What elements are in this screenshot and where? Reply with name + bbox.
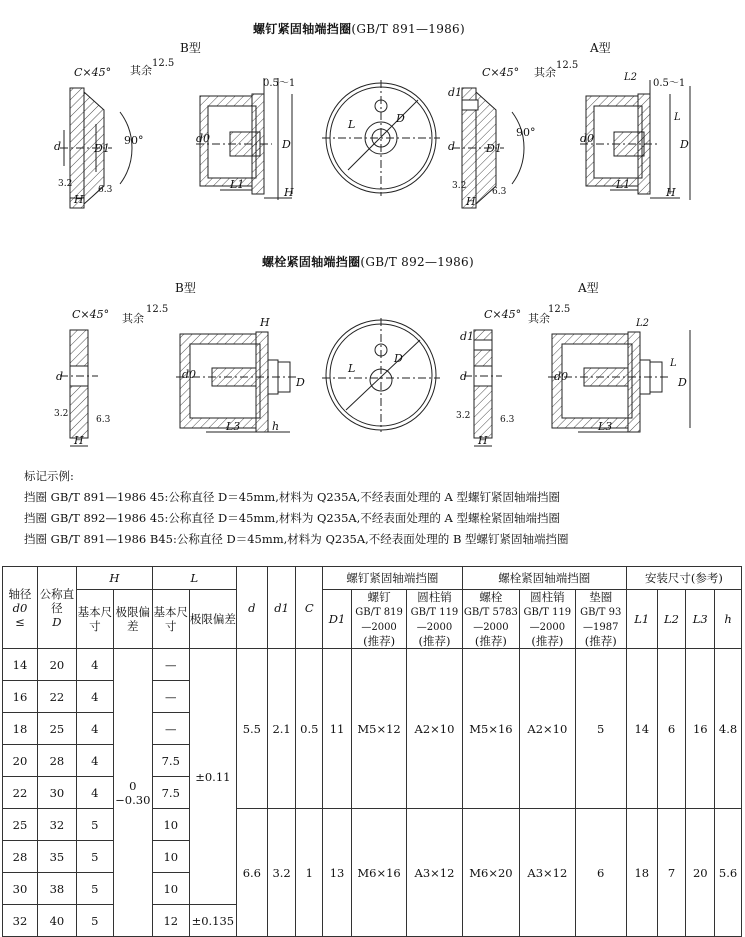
th-H-basic: 基本尺寸 bbox=[76, 590, 113, 649]
examples-heading: 标记示例: bbox=[24, 469, 74, 483]
fig1-a-L2: L2 bbox=[624, 72, 638, 83]
example-line-3: 挡圈 GB/T 891—1986 B45:公称直径 D＝45mm,材料为 Q235A,不经表面处理的 B 型螺钉紧固轴端挡圈 bbox=[24, 532, 569, 546]
cell-washer-b: 6 bbox=[575, 809, 626, 937]
cell-H: 5 bbox=[76, 905, 113, 937]
cell-d-b: 6.6 bbox=[236, 809, 267, 937]
fig2-right-rough-value: 12.5 bbox=[548, 304, 571, 315]
th-L1: L1 bbox=[626, 590, 657, 649]
th-shaft: 轴径 d0 ≤ bbox=[3, 567, 38, 649]
th-pin2: 圆柱销 GB/T 119 —2000 (推荐) bbox=[520, 590, 575, 649]
fig1-a-L: L bbox=[674, 112, 681, 123]
th-pin: 圆柱销 GB/T 119 —2000 (推荐) bbox=[407, 590, 462, 649]
cell-D: 30 bbox=[37, 777, 76, 809]
th-L3: L3 bbox=[686, 590, 715, 649]
example-line-1: 挡圈 GB/T 891—1986 45:公称直径 D＝45mm,材料为 Q235A,不经表面处理的 A 型螺钉紧固轴端挡圈 bbox=[24, 490, 560, 504]
fig1-b-d0: d0 bbox=[196, 132, 211, 145]
fig1-left-H: H bbox=[74, 193, 84, 206]
fig1-left-type: B型 bbox=[180, 41, 201, 55]
figure1-title-cn: 螺钉紧固轴端挡圈 bbox=[253, 22, 352, 36]
th-L: L bbox=[152, 567, 236, 590]
cell-D: 28 bbox=[37, 745, 76, 777]
fig1-a-D: D bbox=[680, 138, 689, 151]
th-screw-group: 螺钉紧固轴端挡圈 bbox=[323, 567, 463, 590]
fig2-left-type: B型 bbox=[175, 281, 196, 295]
cell-L: 10 bbox=[152, 841, 189, 873]
fig1-right-r2: 6.3 bbox=[492, 187, 507, 197]
fig2-left-chamfer: C×45° bbox=[72, 308, 110, 321]
fig2-right-d: d bbox=[460, 370, 468, 383]
th-bolt: 螺栓 GB/T 5783 —2000 (推荐) bbox=[463, 590, 518, 648]
cell-L: 10 bbox=[152, 809, 189, 841]
th-H: H bbox=[76, 567, 152, 590]
fig2-front-L: L bbox=[348, 362, 356, 375]
cell-L1-a: 14 bbox=[626, 649, 657, 809]
cell-L2-a: 6 bbox=[657, 649, 686, 809]
cell-screw-a: M5×12 bbox=[351, 649, 406, 809]
fig2-b-section bbox=[60, 330, 98, 446]
spec-table bbox=[2, 566, 742, 937]
fig2-b-assembly bbox=[176, 332, 296, 432]
fig2-b-L3: L3 bbox=[226, 420, 241, 433]
cell-h-b: 5.6 bbox=[715, 809, 742, 937]
cell-L2-b: 7 bbox=[657, 809, 686, 937]
fig2-a-assembly bbox=[548, 330, 690, 432]
fig1-b-gap: 0.5～1 bbox=[263, 78, 296, 89]
th-d: d bbox=[236, 567, 267, 649]
fig1-left-d: d bbox=[54, 140, 62, 153]
cell-L: — bbox=[152, 713, 189, 745]
fig2-b-D: D bbox=[296, 376, 305, 389]
fig1-left-rough-value: 12.5 bbox=[152, 58, 175, 69]
th-H-limit: 极限偏差 bbox=[113, 590, 152, 649]
cell-d0: 25 bbox=[3, 809, 38, 841]
fig2-b-h: h bbox=[272, 420, 280, 433]
fig1-left-rough-text: 其余 bbox=[130, 64, 152, 77]
cell-pin2-a: A2×10 bbox=[520, 649, 575, 809]
fig1-right-rough-value: 12.5 bbox=[556, 60, 579, 71]
cell-screw-b: M6×16 bbox=[351, 809, 406, 937]
th-install-group: 安装尺寸(参考) bbox=[626, 567, 741, 590]
fig2-front-D: D bbox=[394, 352, 403, 365]
cell-H: 4 bbox=[76, 713, 113, 745]
th-L-basic: 基本尺寸 bbox=[152, 590, 189, 649]
fig2-left-r2: 6.3 bbox=[96, 415, 111, 425]
fig1-left-r1: 3.2 bbox=[58, 179, 73, 189]
cell-bolt-a: M5×16 bbox=[462, 649, 519, 809]
cell-D: 35 bbox=[37, 841, 76, 873]
figure1-title-std: (GB/T 891—1986) bbox=[351, 22, 465, 36]
cell-C-a: 0.5 bbox=[296, 649, 323, 809]
fig2-left-d: d bbox=[56, 370, 64, 383]
th-bolt-group: 螺栓紧固轴端挡圈 bbox=[462, 567, 626, 590]
fig1-a-L1: L1 bbox=[616, 178, 631, 191]
cell-d-a: 5.5 bbox=[236, 649, 267, 809]
cell-d0: 14 bbox=[3, 649, 38, 681]
fig1-right-H: H bbox=[466, 195, 476, 208]
cell-L: 10 bbox=[152, 873, 189, 905]
th-d1: d1 bbox=[267, 567, 296, 649]
cell-D: 22 bbox=[37, 681, 76, 713]
cell-D1-a: 11 bbox=[323, 649, 352, 809]
fig1-b-D: D bbox=[282, 138, 291, 151]
fig1-left-angle: 90° bbox=[124, 134, 144, 147]
cell-d0: 32 bbox=[3, 905, 38, 937]
cell-d0: 20 bbox=[3, 745, 38, 777]
cell-d1-a: 2.1 bbox=[267, 649, 296, 809]
fig2-right-H: H bbox=[478, 434, 488, 447]
fig1-a-assembly bbox=[580, 80, 690, 200]
th-D1: D1 bbox=[323, 590, 352, 649]
fig2-right-chamfer: C×45° bbox=[484, 308, 522, 321]
cell-d0: 16 bbox=[3, 681, 38, 713]
fig1-a-gap: 0.5～1 bbox=[653, 78, 686, 89]
cell-pin-a: A2×10 bbox=[407, 649, 462, 809]
fig2-right-rough-text: 其余 bbox=[528, 312, 550, 325]
fig1-front-view bbox=[322, 80, 440, 196]
cell-d0: 22 bbox=[3, 777, 38, 809]
cell-H: 4 bbox=[76, 649, 113, 681]
cell-L-tol2: ±0.135 bbox=[189, 905, 236, 937]
fig1-b-H: H bbox=[284, 186, 294, 199]
th-screw: 螺钉 GB/T 819 —2000 (推荐) bbox=[351, 590, 406, 649]
cell-H: 5 bbox=[76, 841, 113, 873]
th-C: C bbox=[296, 567, 323, 649]
cell-pin2-b: A3×12 bbox=[520, 809, 575, 937]
cell-H: 4 bbox=[76, 681, 113, 713]
th-L-limit: 极限偏差 bbox=[189, 590, 236, 649]
cell-D1-b: 13 bbox=[323, 809, 352, 937]
fig1-b-L1: L1 bbox=[230, 178, 245, 191]
fig2-right-r2: 6.3 bbox=[500, 415, 515, 425]
fig1-right-type: A型 bbox=[590, 41, 611, 55]
fig2-left-r1: 3.2 bbox=[54, 409, 69, 419]
fig1-right-angle: 90° bbox=[516, 126, 536, 139]
fig1-left-chamfer: C×45° bbox=[74, 66, 112, 79]
cell-D: 25 bbox=[37, 713, 76, 745]
fig1-left-D1: D1 bbox=[94, 142, 110, 155]
fig1-front-L: L bbox=[348, 118, 356, 131]
fig1-left-r2: 6.3 bbox=[98, 185, 113, 195]
fig2-left-H: H bbox=[74, 434, 84, 447]
fig1-right-D1: D1 bbox=[486, 142, 502, 155]
fig1-right-r1: 3.2 bbox=[452, 181, 467, 191]
cell-L: — bbox=[152, 681, 189, 713]
fig1-right-rough-text: 其余 bbox=[534, 66, 556, 79]
marking-examples bbox=[24, 466, 569, 550]
figure2-title-cn: 螺栓紧固轴端挡圈 bbox=[262, 255, 361, 269]
cell-L-tol1: ±0.11 bbox=[189, 649, 236, 905]
cell-D: 20 bbox=[37, 649, 76, 681]
fig2-b-H: H bbox=[260, 316, 270, 329]
fig2-right-d1: d1 bbox=[460, 330, 475, 343]
fig2-right-r1: 3.2 bbox=[456, 411, 471, 421]
cell-L3-b: 20 bbox=[686, 809, 715, 937]
fig1-right-chamfer: C×45° bbox=[482, 66, 520, 79]
cell-D: 32 bbox=[37, 809, 76, 841]
fig2-a-L: L bbox=[670, 358, 677, 369]
example-line-2: 挡圈 GB/T 892—1986 45:公称直径 D＝45mm,材料为 Q235A,不经表面处理的 A 型螺栓紧固轴端挡圈 bbox=[24, 511, 560, 525]
fig2-a-D: D bbox=[678, 376, 687, 389]
figure2-title-std: (GB/T 892—1986) bbox=[360, 255, 474, 269]
fig2-front-view bbox=[322, 318, 440, 432]
th-nominal: 公称直径 D bbox=[37, 567, 76, 649]
cell-H: 5 bbox=[76, 873, 113, 905]
th-h: h bbox=[715, 590, 742, 649]
fig2-a-section bbox=[464, 330, 502, 446]
cell-D: 38 bbox=[37, 873, 76, 905]
fig2-a-L2: L2 bbox=[636, 318, 650, 329]
cell-L: 12 bbox=[152, 905, 189, 937]
fig2-left-rough-value: 12.5 bbox=[146, 304, 169, 315]
cell-bolt-b: M6×20 bbox=[462, 809, 519, 937]
technical-drawings bbox=[0, 0, 745, 460]
cell-d0: 28 bbox=[3, 841, 38, 873]
cell-L: 7.5 bbox=[152, 777, 189, 809]
cell-d1-b: 3.2 bbox=[267, 809, 296, 937]
cell-L: — bbox=[152, 649, 189, 681]
fig1-a-H: H bbox=[666, 186, 676, 199]
cell-H-tol: 0 −0.30 bbox=[113, 649, 152, 937]
cell-H: 5 bbox=[76, 809, 113, 841]
th-washer: 垫圈 GB/T 93 —1987 (推荐) bbox=[575, 590, 626, 649]
fig2-a-d0: d0 bbox=[554, 370, 569, 383]
cell-h-a: 4.8 bbox=[715, 649, 742, 809]
cell-d0: 30 bbox=[3, 873, 38, 905]
cell-H: 4 bbox=[76, 745, 113, 777]
cell-L3-a: 16 bbox=[686, 649, 715, 809]
fig1-a-d0: d0 bbox=[580, 132, 595, 145]
fig2-b-d0: d0 bbox=[182, 368, 197, 381]
fig1-right-d: d bbox=[448, 140, 456, 153]
fig2-left-rough-text: 其余 bbox=[122, 312, 144, 325]
cell-d0: 18 bbox=[3, 713, 38, 745]
cell-washer-a: 5 bbox=[575, 649, 626, 809]
th-L2: L2 bbox=[657, 590, 686, 649]
fig1-right-d1: d1 bbox=[448, 86, 463, 99]
cell-C-b: 1 bbox=[296, 809, 323, 937]
cell-D: 40 bbox=[37, 905, 76, 937]
cell-H: 4 bbox=[76, 777, 113, 809]
fig2-a-L3: L3 bbox=[598, 420, 613, 433]
cell-pin-b: A3×12 bbox=[407, 809, 462, 937]
cell-L1-b: 18 bbox=[626, 809, 657, 937]
cell-L: 7.5 bbox=[152, 745, 189, 777]
table-row bbox=[3, 649, 742, 681]
fig2-right-type: A型 bbox=[578, 281, 599, 295]
fig1-front-D: D bbox=[396, 112, 405, 125]
